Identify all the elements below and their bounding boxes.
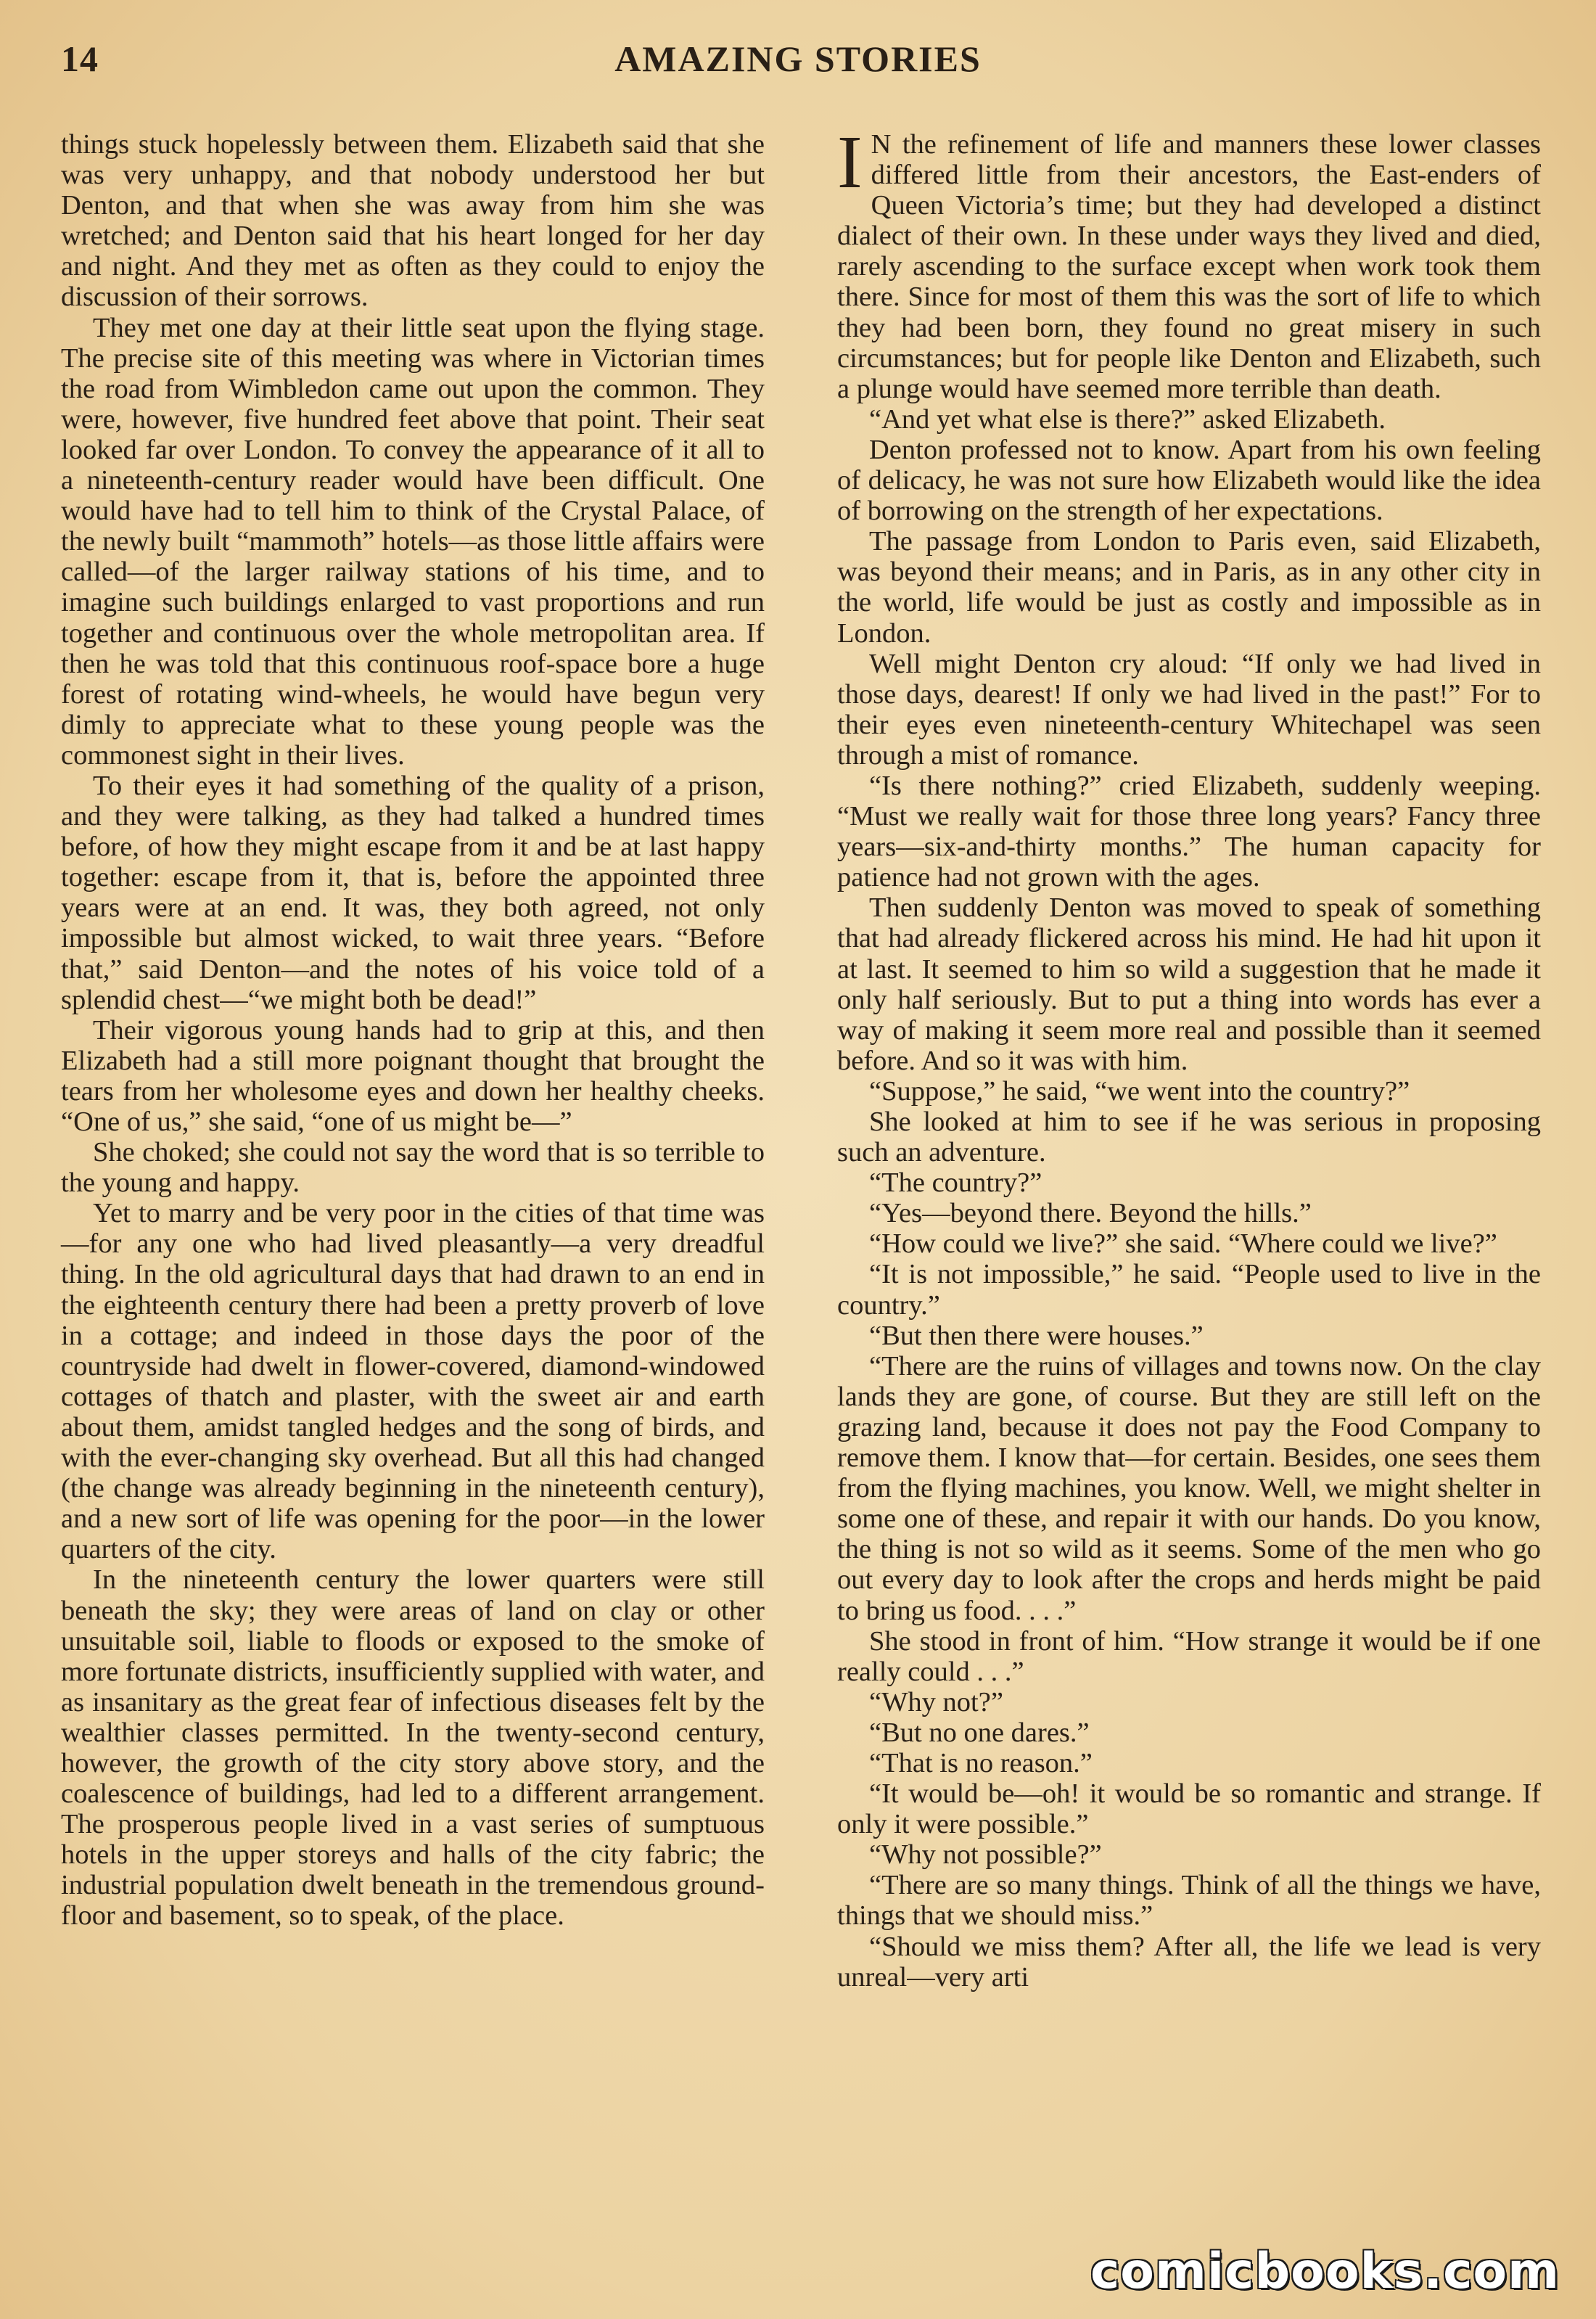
paragraph: “How could we live?” she said. “Where could we live?” [869, 1228, 1497, 1260]
paragraph-opening [837, 120, 1541, 404]
paragraph: Well might Denton cry aloud: “If only we had lived in those days, dearest! If only we had lived in the past!” For to their eyes even nineteenth-century Whitechapel was seen through a mist of romance. [837, 648, 1541, 771]
running-title: AMAZING STORIES [614, 38, 982, 79]
paragraph: Denton professed not to know. Apart from his own feeling of delicacy, he was not sure how Elizabeth would like the idea of borrowing on the strength of her expectations. [837, 434, 1541, 527]
paragraph: “Suppose,” he said, “we went into the country?” [869, 1075, 1410, 1107]
paragraph: “It would be—oh! it would be so romantic and strange. If only it were possible.” [837, 1778, 1541, 1840]
paragraph: She choked; she could not say the word that is so terrible to the young and happy. [61, 1137, 765, 1199]
paragraph: “Why not?” [869, 1686, 1003, 1717]
paragraph: She stood in front of him. “How strange it would be if one really could . . .” [837, 1625, 1541, 1687]
paragraph: “And yet what else is there?” asked Elizabeth. [869, 403, 1386, 435]
watermark-logo: comicbooks.com [1090, 2243, 1560, 2300]
paragraph: “There are so many things. Think of all the things we have, things that we should miss.” [837, 1870, 1541, 1932]
page-number: 14 [61, 38, 99, 79]
paragraph: “Is there nothing?” cried Elizabeth, suddenly weeping. “Must we really wait for those three long years? Fancy three years—six-and-thirty months.” The human capacity for patience had not grown with the ages. [837, 770, 1541, 893]
paragraph: Then suddenly Denton was moved to speak of something that had already flickered across his mind. He had hit upon it at last. It seemed to him so wild a suggestion that he made it only half seriously. But to put a thing into words has ever a way of making it seem more real and possible than it seemed before. And so it was with him. [837, 892, 1541, 1076]
paragraph: To their eyes it had something of the quality of a prison, and they were talking, as they had talked a hundred times before, of how they might escape from it and be at last happy together: escape from it, that is, before the appointed three years were at an end. It was, they both agreed, not only impossible but almost wicked, to wait three years. “Before that,” said Denton—and the notes of his voice told of a splendid chest—“we might both be dead!” [61, 770, 765, 1015]
paragraph: The passage from London to Paris even, said Elizabeth, was beyond their means; and in Paris, as in any other city in the world, life would be just as costly and impossible as in London. [837, 526, 1541, 649]
paragraph: things stuck hopelessly between them. Elizabeth said that she was very unhappy, and that nobody understood her but Denton, and that when she was away from him she was wretched; and Denton said that his heart longed for her day and night. And they met as often as they could to enjoy the discussion of their sorrows. [61, 129, 765, 313]
right-column [837, 120, 1541, 1992]
paragraph: “The country?” [869, 1167, 1042, 1199]
paragraph: Their vigorous young hands had to grip at this, and then Elizabeth had a still more poignant thought that brought the tears from her wholesome eyes and down her healthy cheeks. “One of us,” she said, “one of us might be—” [61, 1014, 765, 1137]
paragraph: “Why not possible?” [869, 1839, 1102, 1871]
paragraph: “Yes—beyond there. Beyond the hills.” [869, 1198, 1312, 1229]
paragraph: “Should we miss them? After all, the life we lead is very unreal—very arti [837, 1931, 1541, 1992]
left-column [61, 129, 765, 1932]
paragraph: She looked at him to see if he was serious in proposing such an adventure. [837, 1107, 1541, 1168]
paragraph: They met one day at their little seat upon the flying stage. The precise site of this meeting was where in Victorian times the road from Wimbledon came out upon the common. They were, however, five hundred feet above that point. Their seat looked far over London. To convey the appearance of it all to a nineteenth-century reader would have been difficult. One would have had to tell him to think of the Crystal Palace, of the newly built “mammoth” hotels—as those little affairs were called—of the larger railway stations of his time, and to imagine such buildings enlarged to vast proportions and run together and continuous over the whole metropolitan area. If then he was told that this continuous roof-space bore a huge forest of rotating wind-wheels, he would have begun very dimly to appreciate what to these young people was the commonest sight in their lives. [61, 312, 765, 771]
paragraph: “That is no reason.” [869, 1747, 1093, 1778]
paragraph: “There are the ruins of villages and towns now. On the clay lands they are gone, of course. But they are still left on the grazing land, because it does not pay the Food Company to remove them. I know that—for certain. Besides, one sees them from the flying machines, you know. Well, we might shelter in some one of these, and repair it with our hands. Do you know, the thing is not so wild as it seems. Some of the men who go out every day to look after the crops and herds might be paid to bring us food. . . .” [837, 1350, 1541, 1626]
paragraph: “But no one dares.” [869, 1717, 1090, 1748]
paragraph: “But then there were houses.” [869, 1320, 1204, 1351]
paragraph: In the nineteenth century the lower quarters were still beneath the sky; they were areas of land on clay or other unsuitable soil, liable to floods or exposed to the smoke of more fortunate districts, insufficiently supplied with water, and as insanitary as the great fear of infectious diseases felt by the wealthier classes permitted. In the twenty-second century, however, the growth of the city story above story, and the coalescence of buildings, had led to a different arrangement. The prosperous people lived in a vast series of sumptuous hotels in the upper storeys and halls of the city fabric; the industrial population dwelt beneath in the tremendous ground-floor and basement, so to speak, of the place. [61, 1564, 765, 1932]
drop-cap: I [837, 120, 863, 204]
paragraph: “It is not impossible,” he said. “People used to live in the country.” [837, 1259, 1541, 1321]
paragraph: Yet to marry and be very poor in the cities of that time was—for any one who had lived pleasantly—a very dreadful thing. In the old agricultural days that had drawn to an end in the eighteenth century there had been a pretty proverb of love in a cottage; and indeed in those days the poor of the countryside had dwelt in flower-covered, diamond-windowed cottages of thatch and plaster, with the sweet air and earth about them, amidst tangled hedges and the song of birds, and with the ever-changing sky overhead. But all this had changed (the change was already beginning in the nineteenth century), and a new sort of life was opening for the poor—in the lower quarters of the city. [61, 1198, 765, 1565]
page-header [61, 35, 1535, 86]
opening-text: N the refinement of life and manners these lower classes differed little from their ancestors, the East-enders of Queen Victoria’s time; but they had developed a distinct dialect of their own. In these under ways they lived and died, rarely ascending to the surface except when work took them there. Since for most of them this was the sort of life to which they had been born, they found no great misery in such circumstances; but for people like Denton and Elizabeth, such a plunge would have seemed more terrible than death. [837, 129, 1541, 404]
